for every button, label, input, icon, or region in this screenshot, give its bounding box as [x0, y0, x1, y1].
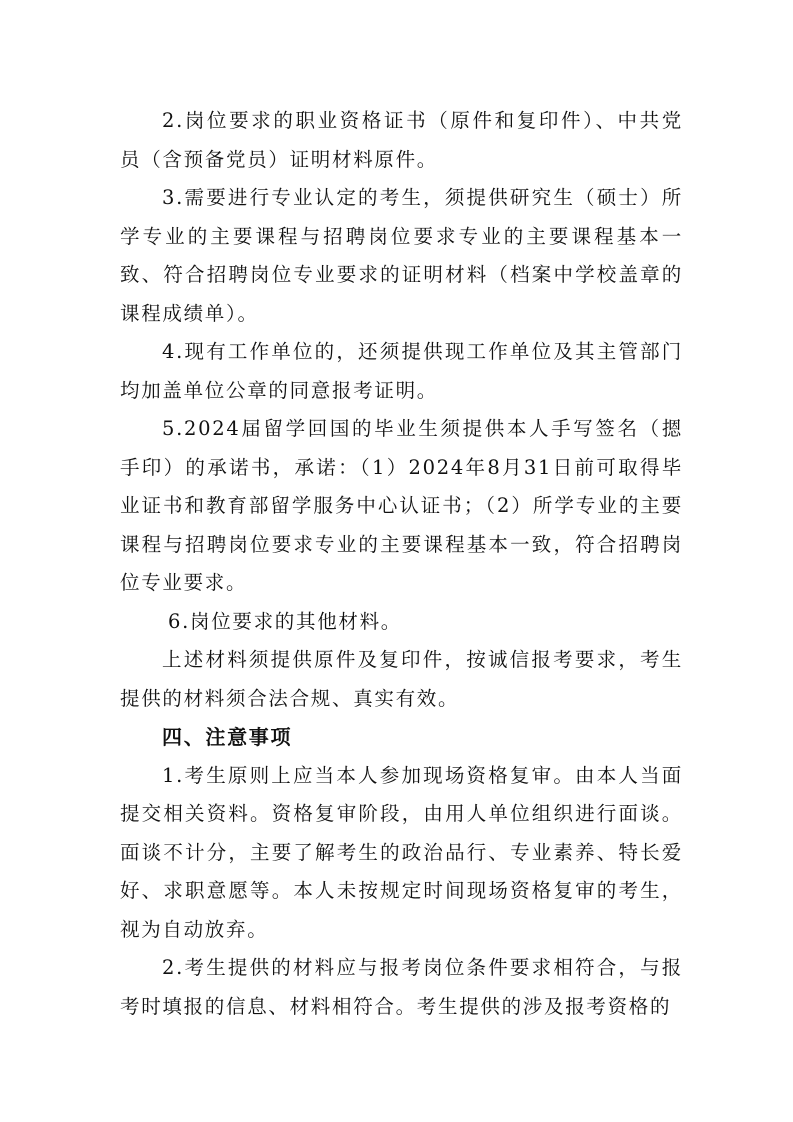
- section-heading-notes: 四、注意事项: [162, 725, 293, 749]
- paragraph-certificates: 2.岗位要求的职业资格证书（原件和复印件）、中共党员（含预备党员）证明材料原件。: [120, 109, 683, 171]
- paragraph-in-person-review: 1.考生原则上应当本人参加现场资格复审。由本人当面提交相关资料。资格复审阶段，由用人单位组织进行面谈。面谈不计分，主要了解考生的政治品行、专业素养、特长爱好、求职意愿等。本人未按规定时间现场资格复审的考生，视为自动放弃。: [120, 763, 683, 941]
- paragraph-other-materials: 6.岗位要求的其他材料。: [168, 609, 403, 633]
- paragraph-major-recognition: 3.需要进行专业认定的考生，须提供研究生（硕士）所学专业的主要课程与招聘岗位要求专业的主要课程基本一致、符合招聘岗位专业要求的证明材料（档案中学校盖章的课程成绩单）。: [120, 186, 683, 325]
- paragraph-materials-consistency: 2.考生提供的材料应与报考岗位条件要求相符合，与报考时填报的信息、材料相符合。考生提供的涉及报考资格的: [120, 956, 683, 1018]
- paragraph-overseas-graduates: 5.2024届留学回国的毕业生须提供本人手写签名（摁手印）的承诺书，承诺：（1）2024年8月31日前可取得毕业证书和教育部留学服务中心认证书；（2）所学专业的主要课程与招聘岗位要求专业的主要课程基本一致，符合招聘岗位专业要求。: [120, 417, 683, 594]
- paragraph-materials-summary: 上述材料须提供原件及复印件，按诚信报考要求，考生提供的材料须合法合规、真实有效。: [120, 648, 683, 710]
- paragraph-employer-consent: 4.现有工作单位的，还须提供现工作单位及其主管部门均加盖单位公章的同意报考证明。: [120, 340, 683, 402]
